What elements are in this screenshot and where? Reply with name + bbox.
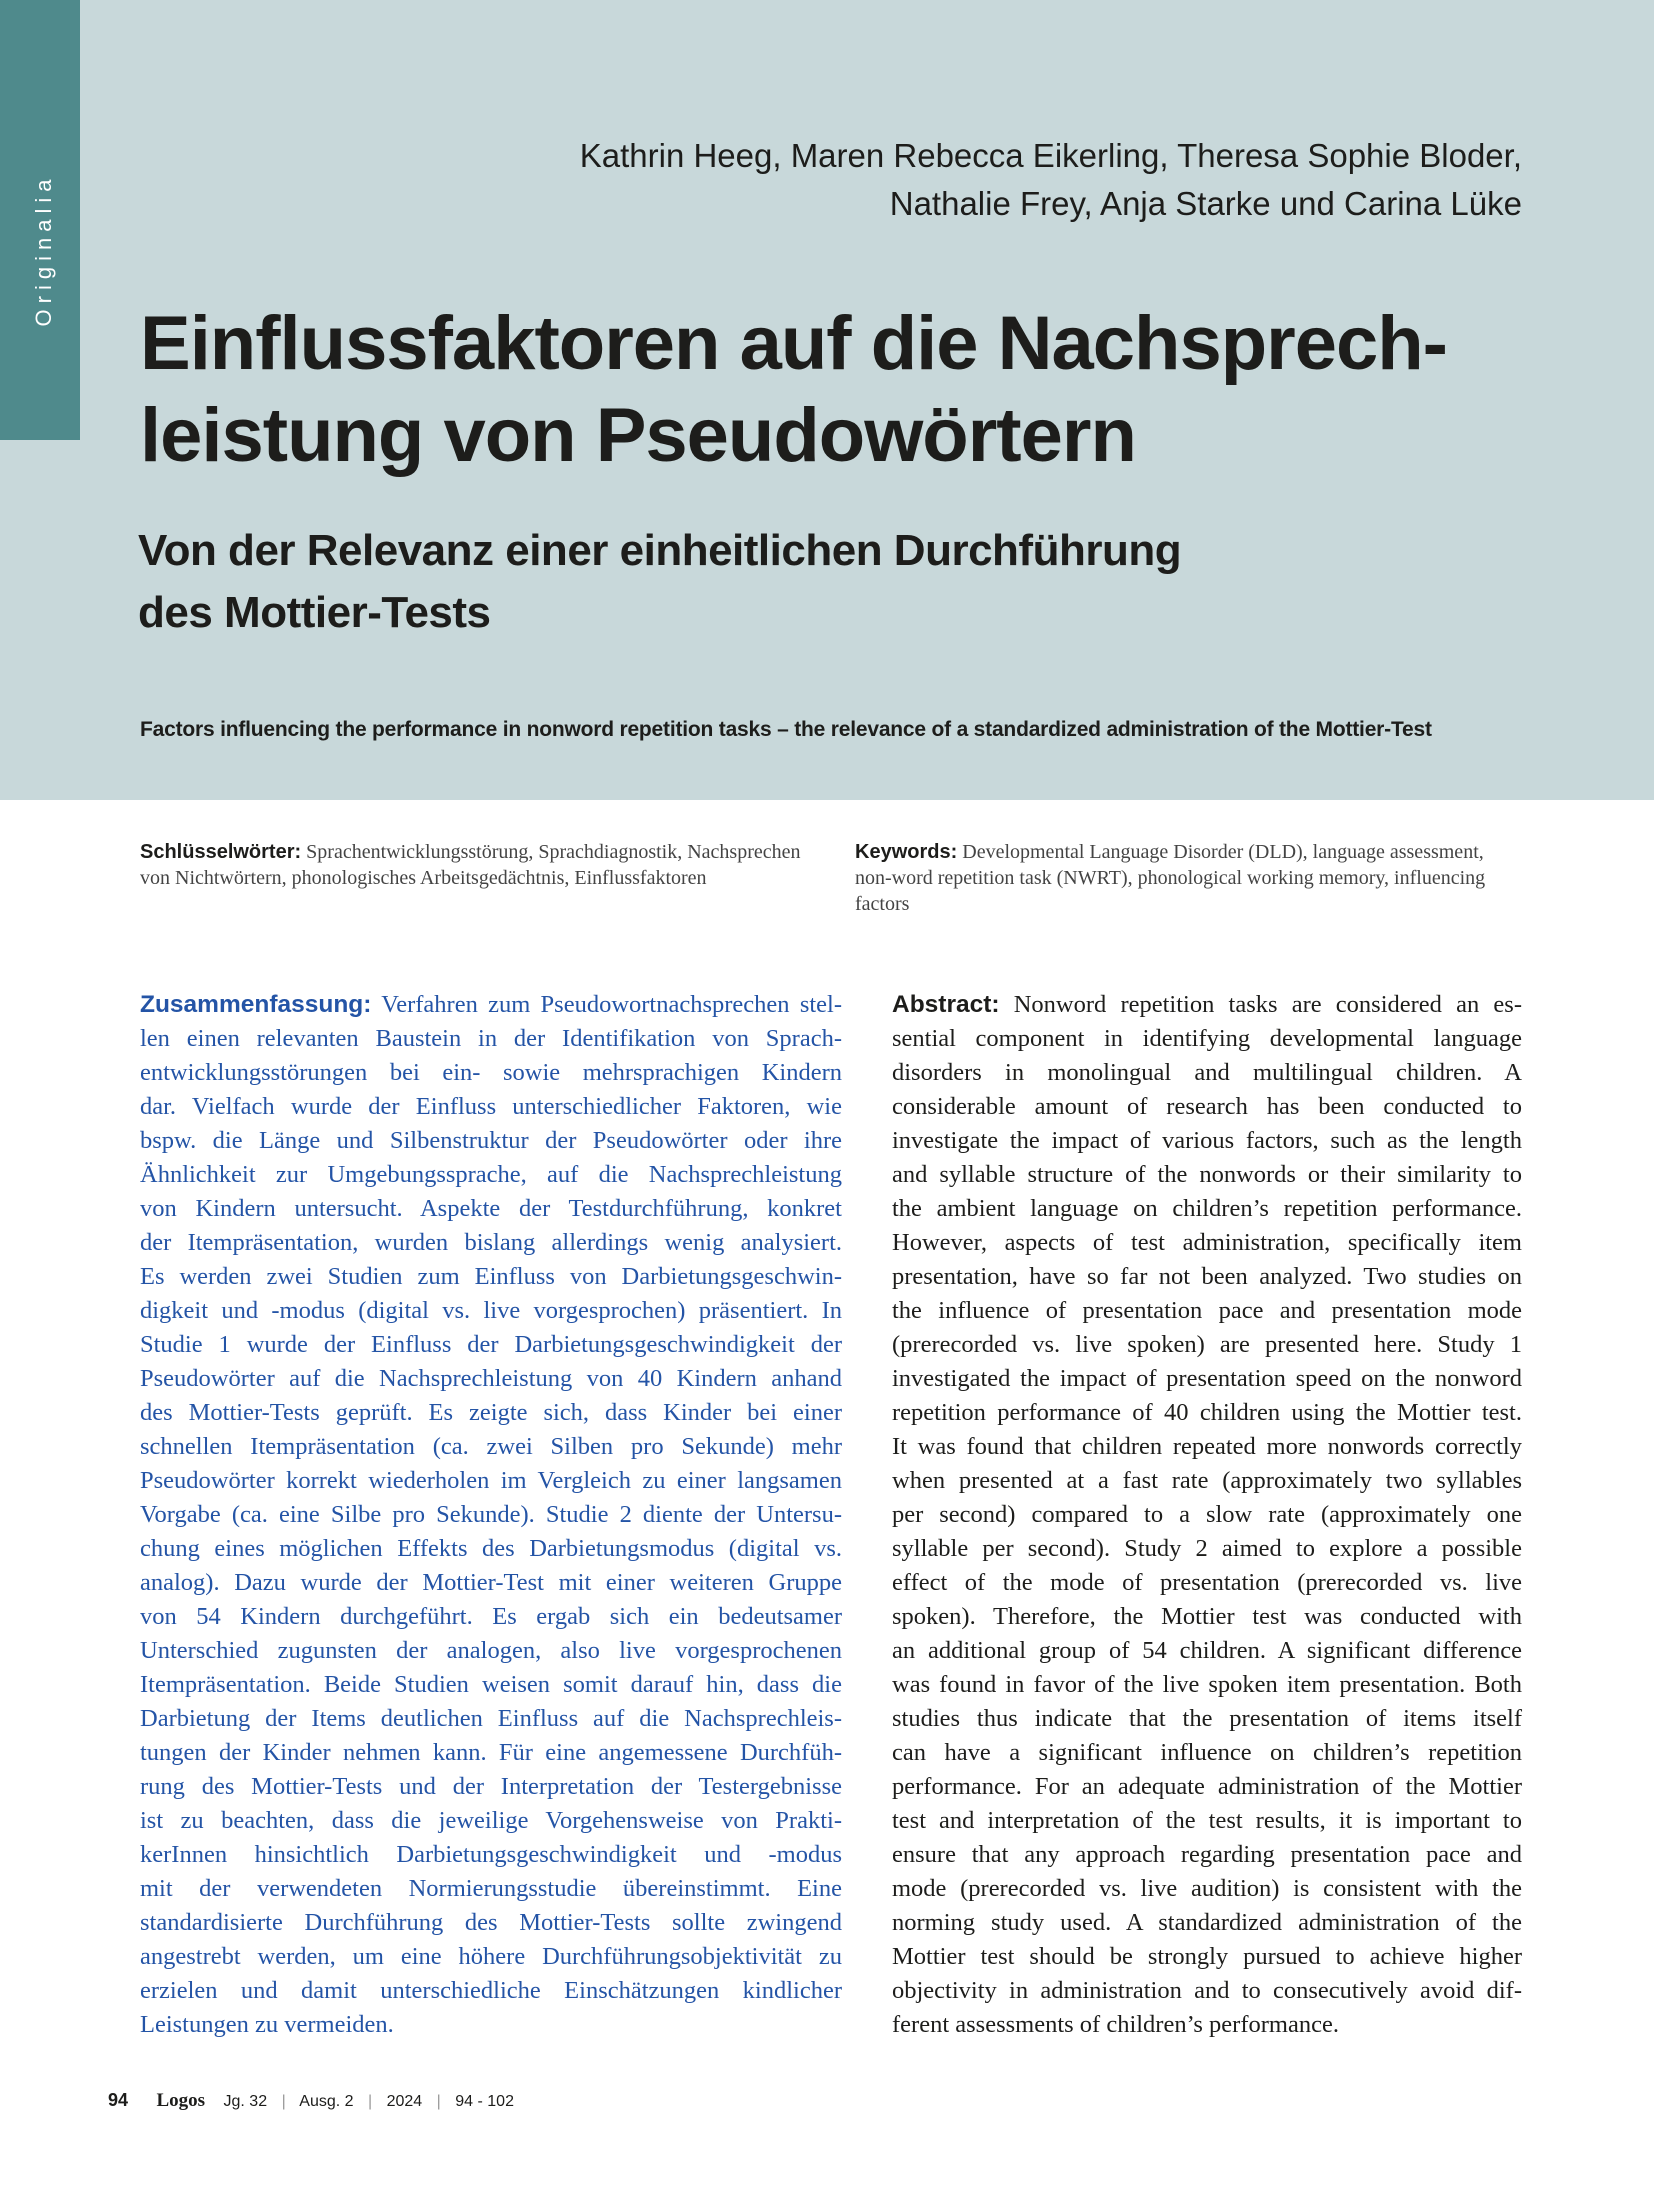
abstract-english-text: can have a significant influence on children’s repetition: [892, 1739, 1522, 1766]
abstract-german-text: chung eines möglichen Effekts des Darbietungsmodus (digital vs.: [140, 1535, 842, 1562]
abstract-german-line: [140, 1736, 842, 1770]
abstract-german-line: [140, 1158, 842, 1192]
journal-year: 2024: [386, 2093, 423, 2110]
abstract-german-line: [140, 1838, 842, 1872]
abstract-english-line: [892, 1226, 1522, 1260]
abstract-english-line: [892, 1328, 1522, 1362]
author-line: Nathalie Frey, Anja Starke und Carina Lüke: [889, 185, 1522, 222]
abstract-english-text: an additional group of 54 children. A significant difference: [892, 1637, 1522, 1664]
abstract-english-label: Abstract:: [892, 991, 1000, 1018]
abstract-english-line: [892, 1260, 1522, 1294]
subtitle-line: des Mottier-Tests: [138, 588, 491, 637]
abstract-english-line: [892, 1532, 1522, 1566]
abstract-german-text: entwicklungsstörungen bei ein- sowie mehrsprachigen Kindern: [140, 1059, 842, 1086]
abstract-english-text: mode (prerecorded vs. live audition) is consistent with the: [892, 1875, 1522, 1902]
abstract-english-text: (prerecorded vs. live spoken) are presented here. Study 1: [892, 1331, 1522, 1358]
abstract-german-text: tungen der Kinder nehmen kann. Für eine angemessene Durchfüh-: [140, 1739, 842, 1766]
abstract-english-text: objectivity in administration and to consecutively avoid dif-: [892, 1977, 1522, 2004]
abstract-german-line: [140, 1328, 842, 1362]
abstract-german-text: Studie 1 wurde der Einfluss der Darbietungsgeschwindigkeit der: [140, 1331, 842, 1358]
abstract-german-text: Itempräsentation. Beide Studien weisen somit darauf hin, dass die: [140, 1671, 842, 1698]
abstract-english-line: [892, 1940, 1522, 1974]
abstract-english-line: [892, 1464, 1522, 1498]
abstract-german-line: [140, 1702, 842, 1736]
abstract-german-text: Verfahren zum Pseudowortnachsprechen stel-: [381, 991, 842, 1018]
abstract-english-line: [892, 1294, 1522, 1328]
abstract-english-line: [892, 1192, 1522, 1226]
page-footer: [108, 2090, 514, 2120]
abstract-german-text: Es werden zwei Studien zum Einfluss von Darbietungsgeschwin-: [140, 1263, 842, 1290]
abstract-english-line: [892, 1736, 1522, 1770]
abstract-german-text: Pseudowörter auf die Nachsprechleistung von 40 Kindern anhand: [140, 1365, 842, 1392]
abstract-german-line: [140, 2008, 842, 2042]
abstract-german-line: [140, 1192, 842, 1226]
abstract-german-text: analog). Dazu wurde der Mottier-Test mit einer weiteren Gruppe: [140, 1569, 842, 1596]
abstract-english-line: [892, 1022, 1522, 1056]
journal-pages: 94 - 102: [455, 2093, 514, 2110]
abstract-german-line: [140, 1294, 842, 1328]
abstract-german-text: des Mottier-Tests geprüft. Es zeigte sich, dass Kinder bei einer: [140, 1399, 842, 1426]
abstract-english-text: Mottier test should be strongly pursued to achieve higher: [892, 1943, 1522, 1970]
abstract-german-text: rung des Mottier-Tests und der Interpretation der Testergebnisse: [140, 1773, 842, 1800]
abstract-english-text: the ambient language on children’s repetition performance.: [892, 1195, 1522, 1222]
abstract-german-line: [140, 1396, 842, 1430]
abstract-german-line: [140, 1056, 842, 1090]
abstract-german-text: Pseudowörter korrekt wiederholen im Vergleich zu einer langsamen: [140, 1467, 842, 1494]
abstract-english-line: [892, 1600, 1522, 1634]
subtitle-line: Von der Relevanz einer einheitlichen Durchführung: [138, 526, 1182, 575]
abstract-english-text: repetition performance of 40 children using the Mottier test.: [892, 1399, 1522, 1426]
abstract-english-text: test and interpretation of the test results, it is important to: [892, 1807, 1522, 1834]
abstract-german-line: [140, 1668, 842, 1702]
abstract-english-line: [892, 1158, 1522, 1192]
abstract-english-text: was found in favor of the live spoken item presentation. Both: [892, 1671, 1522, 1698]
abstract-english-line: [892, 1906, 1522, 1940]
abstract-english-text: investigate the impact of various factors, such as the length: [892, 1127, 1522, 1154]
keywords-english-text: Developmental Language Disorder (DLD), language assessment, non-word repetition task (NWRT), phonological working memory, influencing factors: [855, 841, 1486, 915]
abstract-english-line: [892, 1804, 1522, 1838]
keywords-german: [140, 839, 830, 891]
journal-name: Logos: [156, 2090, 206, 2111]
abstract-german-text: digkeit und -modus (digital vs. live vorgesprochen) präsentiert. In: [140, 1297, 842, 1324]
abstract-german-line: [140, 1634, 842, 1668]
abstract-english-line: [892, 1566, 1522, 1600]
abstract-german-text: von 54 Kindern durchgeführt. Es ergab sich ein bedeutsamer: [140, 1603, 842, 1630]
abstract-german-line: [140, 1022, 842, 1056]
abstract-german-line: [140, 1362, 842, 1396]
abstract-english-line: [892, 1634, 1522, 1668]
abstract-german-line: [140, 1532, 842, 1566]
abstract-german-text: Unterschied zugunsten der analogen, also live vorgesprochenen: [140, 1637, 842, 1664]
abstract-english-text: Nonword repetition tasks are considered an es-: [1013, 991, 1522, 1018]
keywords-german-label: Schlüsselwörter:: [140, 841, 302, 863]
abstract-english-line: [892, 1702, 1522, 1736]
abstract-english-line: [892, 1770, 1522, 1804]
abstract-english-text: ensure that any approach regarding presentation pace and: [892, 1841, 1522, 1868]
abstract-german-line: [140, 1804, 842, 1838]
abstract-english-text: It was found that children repeated more nonwords correctly: [892, 1433, 1522, 1460]
abstract-german-line: [140, 1770, 842, 1804]
abstract-english-text: spoken). Therefore, the Mottier test was conducted with: [892, 1603, 1522, 1630]
footer-separator: |: [436, 2093, 441, 2110]
abstract-german-line: [140, 1498, 842, 1532]
abstract-german-line: [140, 1090, 842, 1124]
abstract-german-text: kerInnen hinsichtlich Darbietungsgeschwindigkeit und -modus: [140, 1841, 842, 1868]
abstract-german-line: [140, 1600, 842, 1634]
abstract-german-text: len einen relevanten Baustein in der Identifikation von Sprach-: [140, 1025, 842, 1052]
abstract-german-line: [140, 1260, 842, 1294]
title-line: leistung von Pseudowörtern: [140, 393, 1136, 478]
section-tab: [0, 0, 80, 440]
journal-issue: Ausg. 2: [299, 2093, 354, 2110]
abstract-english-line: [892, 1974, 1522, 2008]
abstract-english-line: [892, 988, 1522, 1022]
abstract-german-text: schnellen Itempräsentation (ca. zwei Silben pro Sekunde) mehr: [140, 1433, 842, 1460]
abstract-english-text: However, aspects of test administration, specifically item: [892, 1229, 1522, 1256]
abstract-english-line: [892, 1396, 1522, 1430]
abstract-english-line: [892, 1668, 1522, 1702]
abstract-english-line: [892, 1362, 1522, 1396]
abstract-english-text: syllable per second). Study 2 aimed to explore a possible: [892, 1535, 1522, 1562]
abstract-english-text: per second) compared to a slow rate (approximately one: [892, 1501, 1522, 1528]
abstract-german-text: Ähnlichkeit zur Umgebungssprache, auf die Nachsprechleistung: [140, 1161, 842, 1188]
abstract-german-text: mit der verwendeten Normierungsstudie übereinstimmt. Eine: [140, 1875, 842, 1902]
journal-volume: Jg. 32: [223, 2093, 268, 2110]
abstract-german-line: [140, 1974, 842, 2008]
abstract-german-text: ist zu beachten, dass die jeweilige Vorgehensweise von Prakti-: [140, 1807, 842, 1834]
abstract-german-line: [140, 1940, 842, 1974]
page-number: 94: [108, 2090, 129, 2110]
english-title: Factors influencing the performance in nonword repetition tasks – the relevance of a standardized administration of the Mottier-Test: [140, 718, 1432, 741]
title-line: Einflussfaktoren auf die Nachsprech-: [140, 301, 1447, 386]
abstract-german-label: Zusammenfassung:: [140, 991, 372, 1018]
abstract-english-text: sential component in identifying developmental language: [892, 1025, 1522, 1052]
abstract-english-line: [892, 1430, 1522, 1464]
article-title: [140, 298, 1560, 482]
footer-separator: |: [281, 2093, 286, 2110]
abstract-english-text: and syllable structure of the nonwords or their similarity to: [892, 1161, 1522, 1188]
abstract-german-text: Leistungen zu vermeiden.: [140, 2011, 394, 2038]
abstract-english-line: [892, 1872, 1522, 1906]
abstract-german-line: [140, 1430, 842, 1464]
abstract-english-line: [892, 1124, 1522, 1158]
footer-separator: |: [368, 2093, 373, 2110]
abstract-german: [140, 988, 842, 2042]
abstract-english-text: effect of the mode of presentation (prerecorded vs. live: [892, 1569, 1522, 1596]
abstract-german-line: [140, 1872, 842, 1906]
abstract-english-text: considerable amount of research has been conducted to: [892, 1093, 1522, 1120]
abstract-german-line: [140, 1226, 842, 1260]
abstract-english-line: [892, 1056, 1522, 1090]
abstract-english-text: the influence of presentation pace and presentation mode: [892, 1297, 1522, 1324]
keywords-german-text: Sprachentwicklungsstörung, Sprachdiagnostik, Nachsprechen von Nichtwörtern, phonologisches Arbeitsgedächtnis, Einflussfaktoren: [140, 841, 801, 889]
abstract-english-text: disorders in monolingual and multilingual children. A: [892, 1059, 1522, 1086]
abstract-german-line: [140, 1906, 842, 1940]
abstract-german-line: [140, 1464, 842, 1498]
abstract-german-text: der Itempräsentation, wurden bislang allerdings wenig analysiert.: [140, 1229, 842, 1256]
abstract-english-line: [892, 1090, 1522, 1124]
abstract-english-text: studies thus indicate that the presentation of items itself: [892, 1705, 1522, 1732]
abstract-german-text: bspw. die Länge und Silbenstruktur der Pseudowörter oder ihre: [140, 1127, 842, 1154]
section-tab-label: Originalia: [31, 173, 56, 327]
abstract-german-text: erzielen und damit unterschiedliche Einschätzungen kindlicher: [140, 1977, 842, 2004]
article-subtitle: [138, 520, 1538, 644]
abstract-german-text: Darbietung der Items deutlichen Einfluss auf die Nachsprechleis-: [140, 1705, 842, 1732]
abstract-german-line: [140, 1566, 842, 1600]
abstract-english: [892, 988, 1522, 2042]
abstract-german-text: Vorgabe (ca. eine Silbe pro Sekunde). Studie 2 diente der Untersu-: [140, 1501, 842, 1528]
abstract-english-text: when presented at a fast rate (approximately two syllables: [892, 1467, 1522, 1494]
abstract-english-text: investigated the impact of presentation speed on the nonword: [892, 1365, 1522, 1392]
abstract-english-text: ferent assessments of children’s performance.: [892, 2011, 1339, 2038]
keywords-english-label: Keywords:: [855, 841, 958, 863]
abstract-german-text: dar. Vielfach wurde der Einfluss unterschiedlicher Faktoren, wie: [140, 1093, 842, 1120]
abstract-english-line: [892, 1498, 1522, 1532]
abstract-german-line: [140, 1124, 842, 1158]
abstract-english-text: presentation, have so far not been analyzed. Two studies on: [892, 1263, 1522, 1290]
keywords-english: [855, 839, 1515, 917]
abstract-german-text: standardisierte Durchführung des Mottier-Tests sollte zwingend: [140, 1909, 842, 1936]
author-list: [322, 132, 1522, 228]
author-line: Kathrin Heeg, Maren Rebecca Eikerling, Theresa Sophie Bloder,: [579, 137, 1522, 174]
abstract-english-text: norming study used. A standardized administration of the: [892, 1909, 1522, 1936]
abstract-english-line: [892, 1838, 1522, 1872]
abstract-english-text: performance. For an adequate administration of the Mottier: [892, 1773, 1522, 1800]
abstract-german-text: von Kindern untersucht. Aspekte der Testdurchführung, konkret: [140, 1195, 842, 1222]
abstract-german-text: angestrebt werden, um eine höhere Durchführungsobjektivität zu: [140, 1943, 842, 1970]
abstract-german-line: [140, 988, 842, 1022]
abstract-english-line: [892, 2008, 1522, 2042]
